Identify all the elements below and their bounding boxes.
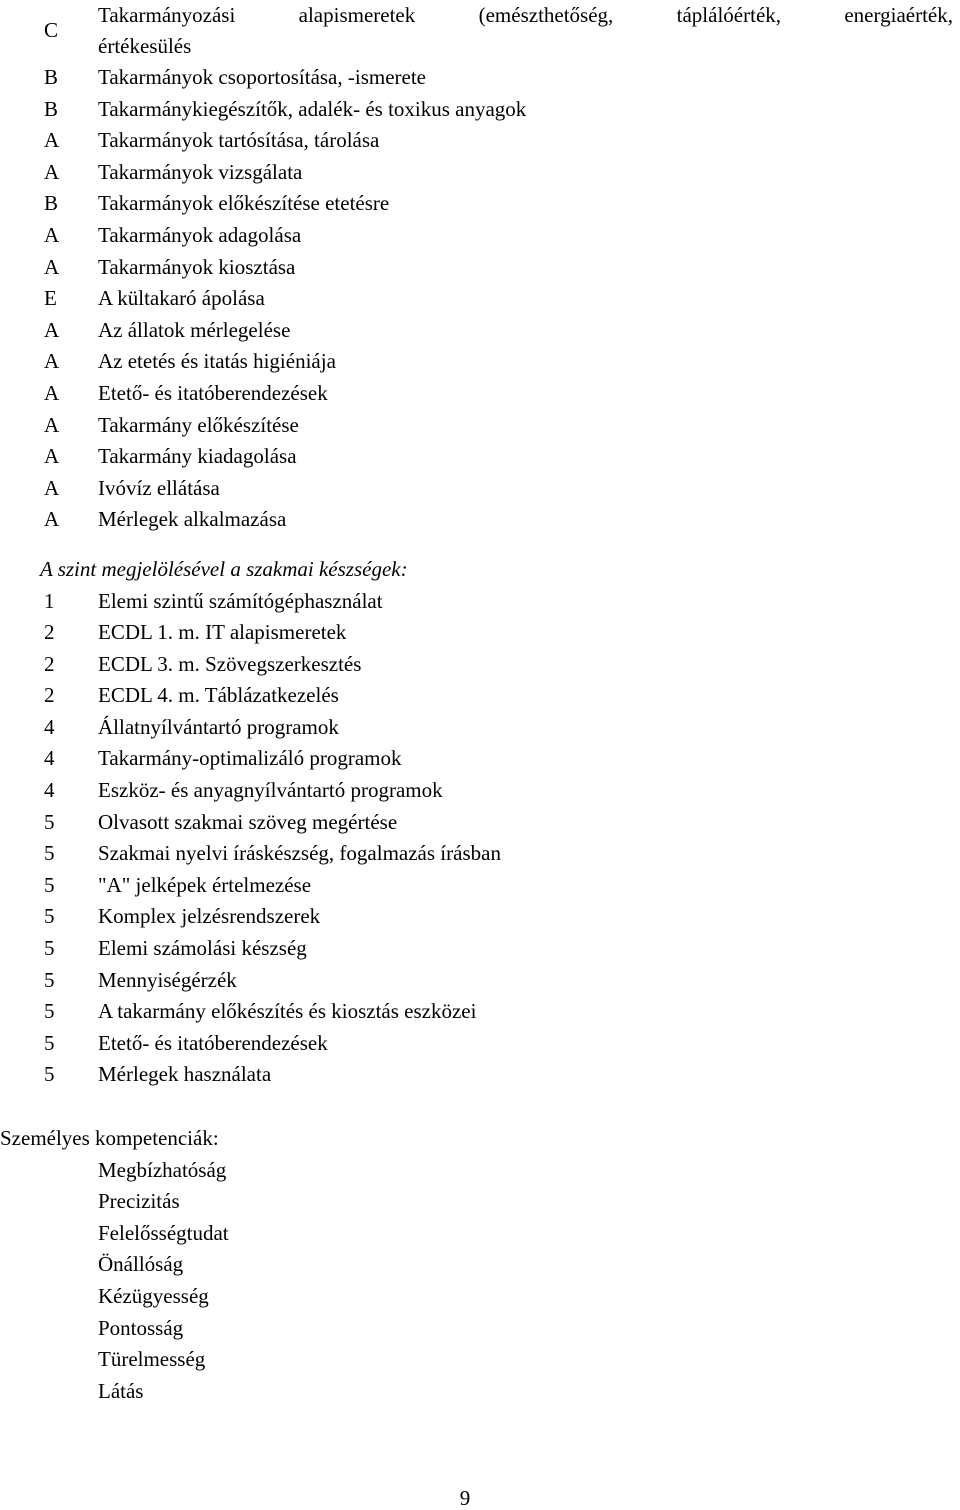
competency-item: [0, 1249, 960, 1281]
skill-text: Mérlegek használata: [98, 1062, 272, 1087]
skill-text: Etető- és itatóberendezések: [98, 1030, 328, 1055]
skill-level: 5: [44, 841, 55, 866]
knowledge-level-code: A: [44, 128, 60, 153]
spacer: [0, 1091, 960, 1123]
knowledge-topic: Az állatok mérlegelése: [98, 317, 291, 342]
competency-item: [0, 1313, 960, 1345]
competency-text: Önállóság: [98, 1252, 184, 1277]
skill-level: 5: [44, 1030, 55, 1055]
skills-heading: A szint megjelölésével a szakmai készségek:: [40, 556, 408, 581]
knowledge-topic-line-1: Takarmányozási alapismeretek (emészthetőség, táplálóérték, energiaérték,: [98, 3, 953, 27]
competency-text: Türelmesség: [98, 1347, 206, 1372]
knowledge-row: [0, 346, 960, 378]
knowledge-row: [0, 62, 960, 94]
knowledge-topic: Etető- és itatóberendezések: [98, 380, 328, 405]
knowledge-topic: Mérlegek alkalmazása: [98, 507, 287, 532]
knowledge-level-code: B: [44, 96, 59, 121]
knowledge-topic: Ivóvíz ellátása: [98, 475, 220, 500]
skill-row: [0, 617, 960, 649]
skill-level: 2: [44, 651, 55, 676]
knowledge-topic: [98, 0, 953, 62]
competency-text: Látás: [98, 1378, 144, 1403]
skill-row: [0, 933, 960, 965]
skill-text: "A" jelképek értelmezése: [98, 872, 312, 897]
knowledge-topic-line-2: értékesülés: [98, 34, 192, 58]
skill-text: Mennyiségérzék: [98, 967, 237, 992]
competency-item: [0, 1281, 960, 1313]
knowledge-topic: Az etetés és itatás higiéniája: [98, 349, 336, 374]
knowledge-level-code: B: [44, 65, 59, 89]
competency-text: Kézügyesség: [98, 1283, 209, 1308]
skill-row: [0, 965, 960, 997]
skills-list: [0, 586, 960, 1092]
skill-row: [0, 996, 960, 1028]
personal-competencies-heading: Személyes kompetenciák:: [0, 1126, 219, 1150]
knowledge-row: [0, 473, 960, 505]
knowledge-topic: Takarmányok tartósítása, tárolása: [98, 128, 380, 153]
skill-text: Komplex jelzésrendszerek: [98, 904, 321, 929]
skill-level: 1: [44, 588, 55, 613]
skill-text: Szakmai nyelvi íráskészség, fogalmazás írásban: [98, 841, 501, 866]
knowledge-level-code: B: [44, 191, 59, 216]
skill-level: 5: [44, 809, 55, 834]
skill-row: [0, 807, 960, 839]
skill-level: 5: [44, 872, 55, 897]
knowledge-level-code: A: [44, 254, 60, 279]
competency-text: Precizitás: [98, 1189, 180, 1214]
competency-item: [0, 1186, 960, 1218]
skill-row: [0, 586, 960, 618]
knowledge-row: [0, 441, 960, 473]
knowledge-topic: Takarmányok vizsgálata: [98, 159, 303, 184]
skill-level: 4: [44, 746, 55, 771]
skill-row: [0, 1028, 960, 1060]
skill-text: ECDL 4. m. Táblázatkezelés: [98, 683, 339, 708]
skill-level: 5: [44, 967, 55, 992]
knowledge-row: [0, 125, 960, 157]
knowledge-level-code: A: [44, 317, 60, 342]
knowledge-level-code: E: [44, 286, 57, 311]
skill-text: Takarmány-optimalizáló programok: [98, 746, 402, 771]
knowledge-topic: Takarmányok csoportosítása, -ismerete: [98, 65, 427, 89]
page-number: 9: [459, 1486, 471, 1510]
knowledge-level-code: A: [44, 380, 60, 405]
knowledge-level-code: A: [44, 159, 60, 184]
knowledge-row: [0, 157, 960, 189]
knowledge-topic: Takarmánykiegészítők, adalék- és toxikus anyagok: [98, 96, 527, 121]
knowledge-row: [0, 283, 960, 315]
skill-row: [0, 775, 960, 807]
knowledge-topic: Takarmányok kiosztása: [98, 254, 296, 279]
skill-level: 5: [44, 936, 55, 961]
skill-text: Elemi szintű számítógéphasználat: [98, 588, 383, 613]
knowledge-level-code: A: [44, 349, 60, 374]
knowledge-level-code: A: [44, 222, 60, 247]
skill-level: 5: [44, 999, 55, 1024]
knowledge-topic: Takarmányok adagolása: [98, 222, 302, 247]
knowledge-row: [0, 378, 960, 410]
personal-competencies-list: [0, 1155, 960, 1408]
skill-row: [0, 1059, 960, 1091]
knowledge-level-code: A: [44, 444, 60, 469]
knowledge-row: [0, 252, 960, 284]
knowledge-row: [0, 94, 960, 126]
competency-item: [0, 1155, 960, 1187]
competency-text: Pontosság: [98, 1315, 184, 1340]
knowledge-row: [0, 315, 960, 347]
skill-level: 4: [44, 714, 55, 739]
knowledge-topic: Takarmányok előkészítése etetésre: [98, 191, 390, 216]
knowledge-row: [0, 0, 960, 62]
competency-item: [0, 1218, 960, 1250]
skill-row: [0, 712, 960, 744]
knowledge-row: [0, 220, 960, 252]
knowledge-row: [0, 504, 960, 536]
competency-item: [0, 1376, 960, 1408]
skill-level: 5: [44, 1062, 55, 1087]
skill-level: 4: [44, 778, 55, 803]
skill-text: Olvasott szakmai szöveg megértése: [98, 809, 398, 834]
skill-level: 2: [44, 683, 55, 708]
knowledge-level-code: A: [44, 475, 60, 500]
knowledge-row: [0, 188, 960, 220]
skill-level: 2: [44, 620, 55, 645]
knowledge-level-code: C: [44, 18, 59, 42]
knowledge-topic: A kültakaró ápolása: [98, 286, 265, 311]
knowledge-level-code: A: [44, 507, 60, 532]
competency-text: Felelősségtudat: [98, 1220, 229, 1245]
skill-level: 5: [44, 904, 55, 929]
competency-text: Megbízhatóság: [98, 1157, 227, 1182]
spacer: [0, 536, 960, 554]
knowledge-list: [0, 62, 960, 536]
skill-row: [0, 901, 960, 933]
skill-text: Állatnyílvántartó programok: [98, 714, 339, 739]
skill-text: ECDL 3. m. Szövegszerkesztés: [98, 651, 362, 676]
skill-row: [0, 838, 960, 870]
skill-row: [0, 870, 960, 902]
skill-row: [0, 680, 960, 712]
skill-text: A takarmány előkészítés és kiosztás eszközei: [98, 999, 477, 1024]
skill-text: Eszköz- és anyagnyílvántartó programok: [98, 778, 443, 803]
skill-text: Elemi számolási készség: [98, 936, 307, 961]
skill-text: ECDL 1. m. IT alapismeretek: [98, 620, 347, 645]
skill-row: [0, 743, 960, 775]
competency-item: [0, 1344, 960, 1376]
knowledge-topic: Takarmány előkészítése: [98, 412, 299, 437]
knowledge-topic: Takarmány kiadagolása: [98, 444, 297, 469]
skill-row: [0, 649, 960, 681]
knowledge-level-code: A: [44, 412, 60, 437]
knowledge-row: [0, 410, 960, 442]
